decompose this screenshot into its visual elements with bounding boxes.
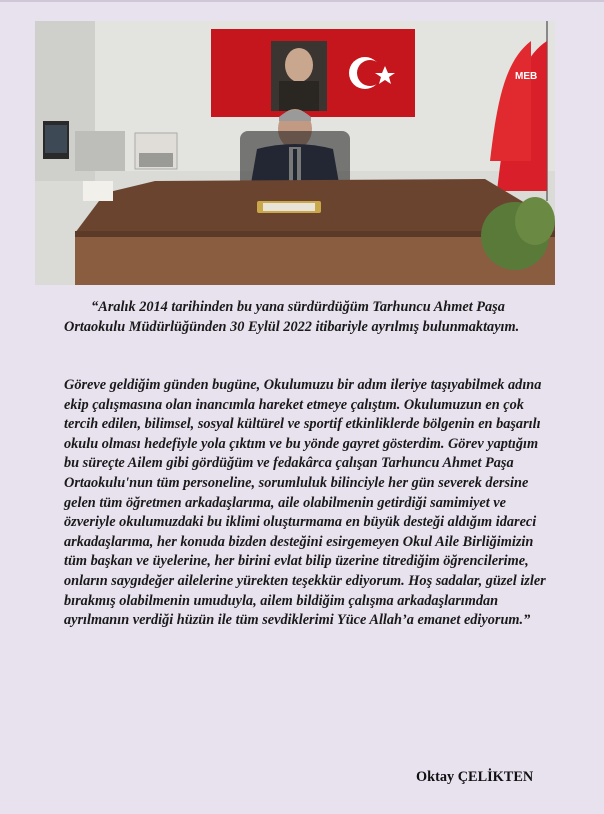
letter-intro <box>64 298 554 337</box>
top-border <box>0 0 604 2</box>
principal-photo <box>35 21 555 285</box>
letter-body: Göreve geldiğim günden bugüne, Okulumuzu bir adım ileriye taşıyabilmek adına ekip çalışmasına olan inancımla hareket etmeye çalıştım. Okulumuzun en çok tercih edilen, bilimsel, sosyal kültürel ve sportif etkinliklerde bölgenin en başarılı okulu olması hedefiyle yola çıktım ve bu yönde gayret gösterdim. Görev yaptığım bu süreçte Ailem gibi gördüğüm ve fedakârca çalışan Tarhuncu Ahmet Paşa Ortaokulu'nun tüm personeline, sorumluluk bilinciyle her gün severek dersine gelen tüm öğretmen arkadaşlarıma, aile olabilmenin getirdiği samimiyet ve özveriyle okulumuzdaki bu iklimi oluşturmama en büyük desteği aldığım idareci arkadaşlarıma, her konuda bizden desteğini esirgemeyen Okul Aile Birliğimizin tüm başkan ve üyelerine, her birini evlat bilip üzerine titrediğim öğrencilerime, onların saygıdeğer ailelerine yürekten teşekkür ediyorum. Hoş sadalar, güzel izler bırakmış olabilmenin umuduyla, ailem bildiğim çalışma arkadaşlarımdan ayrılmanın verdiği hüzün ile tüm sevdiklerimi Yüce Allah’a emanet ediyorum.” <box>64 377 546 629</box>
letter-intro-text: “Aralık 2014 tarihinden bu yana sürdürdüğüm Tarhuncu Ahmet Paşa Ortaokulu Müdürlüğünden 30 Eylül 2022 itibariyle ayrılmış bulunmaktayım. <box>64 299 520 335</box>
flag-text: MEB <box>515 71 538 82</box>
signature: Oktay ÇELİKTEN <box>416 769 534 785</box>
